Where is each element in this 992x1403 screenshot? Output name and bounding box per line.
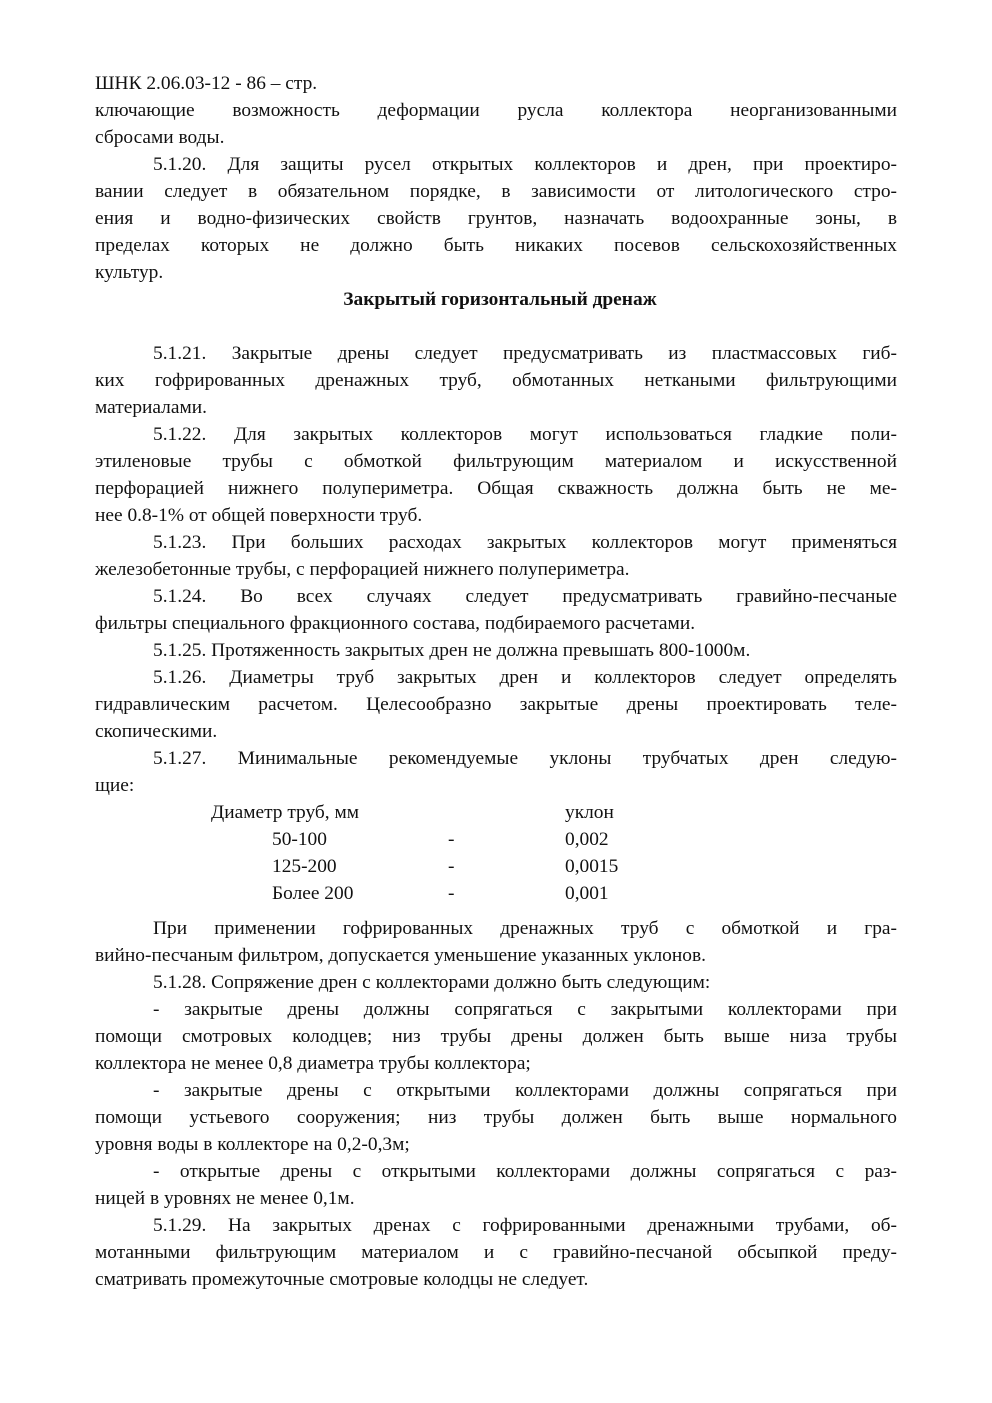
spacer bbox=[95, 907, 897, 915]
paragraph-5-1-20 bbox=[95, 151, 897, 286]
text-line: сматривать промежуточные смотровые колодцы не следует. bbox=[95, 1269, 589, 1290]
table-cell-dash: - bbox=[448, 829, 455, 850]
slope-table bbox=[95, 799, 897, 907]
text-line: 5.1.28. Сопряжение дрен с коллекторами должно быть следующим: bbox=[153, 972, 711, 993]
text-line: 5.1.25. Протяженность закрытых дрен не должна превышать 800-1000м. bbox=[153, 640, 751, 661]
text-line: уровня воды в коллекторе на 0,2-0,3м; bbox=[95, 1134, 410, 1155]
text-line: щие: bbox=[95, 775, 135, 796]
paragraph-5-1-28 bbox=[95, 969, 897, 996]
table-cell-dash: - bbox=[448, 883, 455, 904]
paragraph-5-1-24 bbox=[95, 583, 897, 637]
text-line: ключающие возможность деформации русла коллектора неорганизованными bbox=[95, 100, 897, 121]
list-item-open-to-open bbox=[95, 1158, 897, 1212]
paragraph-5-1-29 bbox=[95, 1212, 897, 1293]
text-line: 5.1.20. Для защиты русел открытых коллекторов и дрен, при проектиро- bbox=[153, 154, 897, 175]
text-line: - открытые дрены с открытыми коллекторами должны сопрягаться с раз- bbox=[153, 1161, 897, 1182]
text-line: культур. bbox=[95, 262, 164, 283]
paragraph-5-1-26 bbox=[95, 664, 897, 745]
list-item-closed-to-open bbox=[95, 1077, 897, 1158]
list-item-closed-to-closed bbox=[95, 996, 897, 1077]
spacer bbox=[95, 313, 897, 340]
paragraph-continuation bbox=[95, 97, 897, 151]
table-cell-diameter: 125-200 bbox=[272, 856, 337, 877]
text-line: помощи устьевого сооружения; низ трубы должен быть выше нормального bbox=[95, 1107, 897, 1128]
table-header-diameter: Диаметр труб, мм bbox=[211, 802, 360, 823]
text-line: 5.1.29. На закрытых дренах с гофрированными дренажными трубами, об- bbox=[153, 1215, 897, 1236]
text-line: фильтры специального фракционного состава, подбираемого расчетами. bbox=[95, 613, 696, 634]
text-line: 5.1.27. Минимальные рекомендуемые уклоны трубчатых дрен следую- bbox=[153, 748, 897, 769]
text-line: При применении гофрированных дренажных труб с обмоткой и гра- bbox=[153, 918, 897, 939]
text-line: 5.1.26. Диаметры труб закрытых дрен и коллекторов следует определять bbox=[153, 667, 897, 688]
text-line: материалами. bbox=[95, 397, 207, 418]
text-line: этиленовые трубы с обмоткой фильтрующим материалом и искусственной bbox=[95, 451, 897, 472]
table-cell-dash: - bbox=[448, 856, 455, 877]
text-line: 5.1.22. Для закрытых коллекторов могут использоваться гладкие поли- bbox=[153, 424, 897, 445]
table-cell-diameter: Более 200 bbox=[272, 883, 354, 904]
paragraph-note bbox=[95, 915, 897, 969]
paragraph-5-1-21 bbox=[95, 340, 897, 421]
table-cell-slope: 0,001 bbox=[565, 883, 609, 904]
text-line: ения и водно-физических свойств грунтов, назначать водоохранные зоны, в bbox=[95, 208, 897, 229]
text-line: помощи смотровых колодцев; низ трубы дрены должен быть выше низа трубы bbox=[95, 1026, 897, 1047]
text-line: скопическими. bbox=[95, 721, 218, 742]
table-header-slope: уклон bbox=[565, 802, 614, 823]
page-header: ШНК 2.06.03-12 - 86 – стр. bbox=[95, 73, 318, 94]
paragraph-5-1-25 bbox=[95, 637, 897, 664]
text-line: 5.1.21. Закрытые дрены следует предусматривать из пластмассовых гиб- bbox=[153, 343, 897, 364]
paragraph-5-1-27 bbox=[95, 745, 897, 799]
text-line: вании следует в обязательном порядке, в зависимости от литологического стро- bbox=[95, 181, 897, 202]
section-heading: Закрытый горизонтальный дренаж bbox=[343, 289, 657, 310]
text-line: сбросами воды. bbox=[95, 127, 225, 148]
text-line: - закрытые дрены должны сопрягаться с закрытыми коллекторами при bbox=[153, 999, 897, 1020]
table-cell-slope: 0,002 bbox=[565, 829, 609, 850]
table-cell-diameter: 50-100 bbox=[272, 829, 327, 850]
text-line: вийно-песчаным фильтром, допускается уменьшение указанных уклонов. bbox=[95, 945, 706, 966]
document-page bbox=[95, 70, 897, 1293]
text-line: 5.1.23. При больших расходах закрытых коллекторов могут применяться bbox=[153, 532, 897, 553]
text-line: мотанными фильтрующим материалом и с гравийно-песчаной обсыпкой преду- bbox=[95, 1242, 897, 1263]
paragraph-5-1-22 bbox=[95, 421, 897, 529]
text-line: перфорацией нижнего полупериметра. Общая скважность должна быть не ме- bbox=[95, 478, 897, 499]
text-line: ницей в уровнях не менее 0,1м. bbox=[95, 1188, 355, 1209]
paragraph-5-1-23 bbox=[95, 529, 897, 583]
text-line: нее 0.8-1% от общей поверхности труб. bbox=[95, 505, 423, 526]
text-line: 5.1.24. Во всех случаях следует предусматривать гравийно-песчаные bbox=[153, 586, 897, 607]
text-line: коллектора не менее 0,8 диаметра трубы коллектора; bbox=[95, 1053, 531, 1074]
text-line: - закрытые дрены с открытыми коллекторами должны сопрягаться при bbox=[153, 1080, 897, 1101]
text-line: ких гофрированных дренажных труб, обмотанных неткаными фильтрующими bbox=[95, 370, 897, 391]
text-line: железобетонные трубы, с перфорацией нижнего полупериметра. bbox=[95, 559, 630, 580]
text-line: гидравлическим расчетом. Целесообразно закрытые дрены проектировать теле- bbox=[95, 694, 897, 715]
text-line: пределах которых не должно быть никаких посевов сельскохозяйственных bbox=[95, 235, 897, 256]
table-cell-slope: 0,0015 bbox=[565, 856, 619, 877]
